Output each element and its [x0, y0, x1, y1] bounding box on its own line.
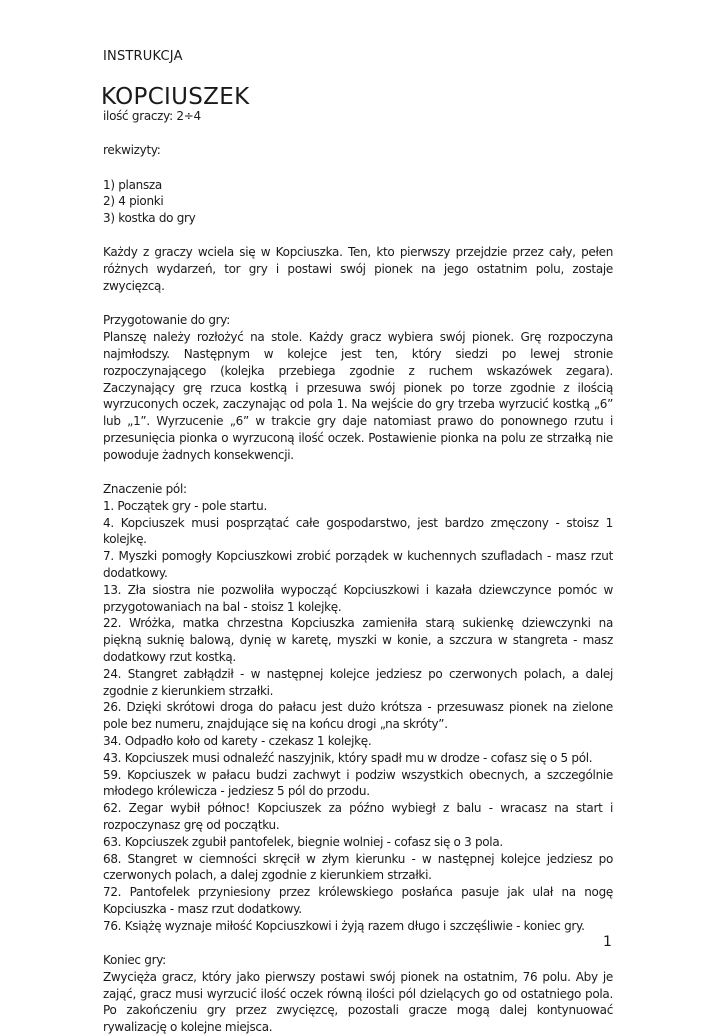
- field-item: 26. Dzięki skrótowi droga do pałacu jest dużo krótsza - przesuwasz pionek na zielone pole bez numeru, znajdujące się na końcu drogi „na skróty”.: [103, 700, 613, 732]
- field-item: 72. Pantofelek przyniesiony przez królewskiego posłańca pasuje jak ulał na nogę Kopciuszka - masz rzut dodatkowy.: [103, 885, 613, 916]
- requisite-item: 1) plansza: [103, 177, 162, 192]
- players-count: ilość graczy: 2÷4: [103, 109, 201, 123]
- page-title: KOPCIUSZEK: [101, 84, 250, 110]
- ending-heading: Koniec gry:: [103, 953, 166, 968]
- document-body: [103, 108, 613, 1036]
- intro-paragraph: Każdy z graczy wciela się w Kopciuszka. Ten, kto pierwszy przejdzie przez cały, pełen różnych wydarzeń, tor gry i postawi swój pionek na jego ostatnim polu, zostaje zwycięzcą.: [103, 245, 613, 294]
- field-item: 13. Zła siostra nie pozwoliła wypocząć Kopciuszkowi i kazała dziewczynce pomóc w przygotowaniach na bal - stoisz 1 kolejkę.: [103, 582, 613, 614]
- field-item: 24. Stangret zabłądził - w następnej kolejce jedziesz po czerwonych polach, a dalej zgodnie z kierunkiem strzałki.: [103, 666, 613, 698]
- fields-heading: Znaczenie pól:: [103, 482, 187, 497]
- requisites-label: rekwizyty:: [103, 143, 161, 158]
- field-item: 76. Książę wyznaje miłość Kopciuszkowi i żyją razem długo i szczęśliwie - koniec gry.: [103, 918, 585, 933]
- preparation-paragraph: Planszę należy rozłożyć na stole. Każdy gracz wybiera swój pionek. Grę rozpoczyna najmłodszy. Następnym w kolejce jest ten, który siedzi po lewej stronie rozpoczynającego (kolejka przebiega zgodnie z ruchem wskazówek zegara). Zaczynający grę rzuca kostką i przesuwa swój pionek po torze zgodnie z ilością wyrzuconych oczek, zaczynając od pola 1. Na wejście do gry trzeba wyrzucić kostką „6” lub „1”. Wyrzucenie „6” w trakcie gry daje natomiast prawo do ponownego rzutu i przesunięcia pionka o wyrzuconą ilość oczek. Postawienie pionka na polu ze strzałką nie powoduje żadnych konsekwencji.: [103, 330, 613, 462]
- field-item: 59. Kopciuszek w pałacu budzi zachwyt i podziw wszystkich obecnych, a szczególnie młodego królewicza - jedziesz 5 pól do przodu.: [103, 767, 613, 799]
- requisite-item: 3) kostka do gry: [103, 211, 196, 226]
- header-label: INSTRUKCJA: [103, 49, 183, 64]
- page-number: 1: [603, 934, 612, 950]
- field-item: 68. Stangret w ciemności skręcił w złym kierunku - w następnej kolejce jedziesz po czerwonych polach, a dalej zgodnie z kierunkiem strzałki.: [103, 851, 613, 883]
- field-item: 34. Odpadło koło od karety - czekasz 1 kolejkę.: [103, 734, 372, 748]
- preparation-heading: Przygotowanie do gry:: [103, 313, 230, 328]
- field-item: 43. Kopciuszek musi odnaleźć naszyjnik, który spadł mu w drodze - cofasz się o 5 pól.: [103, 750, 593, 765]
- field-item: 62. Zegar wybił północ! Kopciuszek za późno wybiegł z balu - wracasz na start i rozpoczynasz grę od początku.: [103, 801, 613, 832]
- requisite-item: 2) 4 pionki: [103, 194, 164, 209]
- field-item: 22. Wróżka, matka chrzestna Kopciuszka zamieniła starą sukienkę dziewczynki na piękną suknię balową, dynię w karetę, myszki w konie, a szczura w stangreta - masz dodatkowy rzut kostką.: [103, 616, 613, 665]
- field-item: 7. Myszki pomogły Kopciuszkowi zrobić porządek w kuchennych szufladach - masz rzut dodatkowy.: [103, 549, 613, 581]
- ending-paragraph: Zwycięża gracz, który jako pierwszy postawi swój pionek na ostatnim, 76 polu. Aby je zająć, gracz musi wyrzucić ilość oczek równą ilości pól dzielących go od ostatniego pola. Po zakończeniu gry przez zwycięzcę, pozostali gracze mogą dalej kontynuować rywalizację o kolejne miejsca.: [103, 969, 613, 1035]
- field-item: 4. Kopciuszek musi posprzątać całe gospodarstwo, jest bardzo zmęczony - stoisz 1 kolejkę.: [103, 515, 613, 547]
- field-item: 63. Kopciuszek zgubił pantofelek, biegnie wolniej - cofasz się o 3 pola.: [103, 834, 503, 849]
- field-item: 1. Początek gry - pole startu.: [103, 498, 267, 513]
